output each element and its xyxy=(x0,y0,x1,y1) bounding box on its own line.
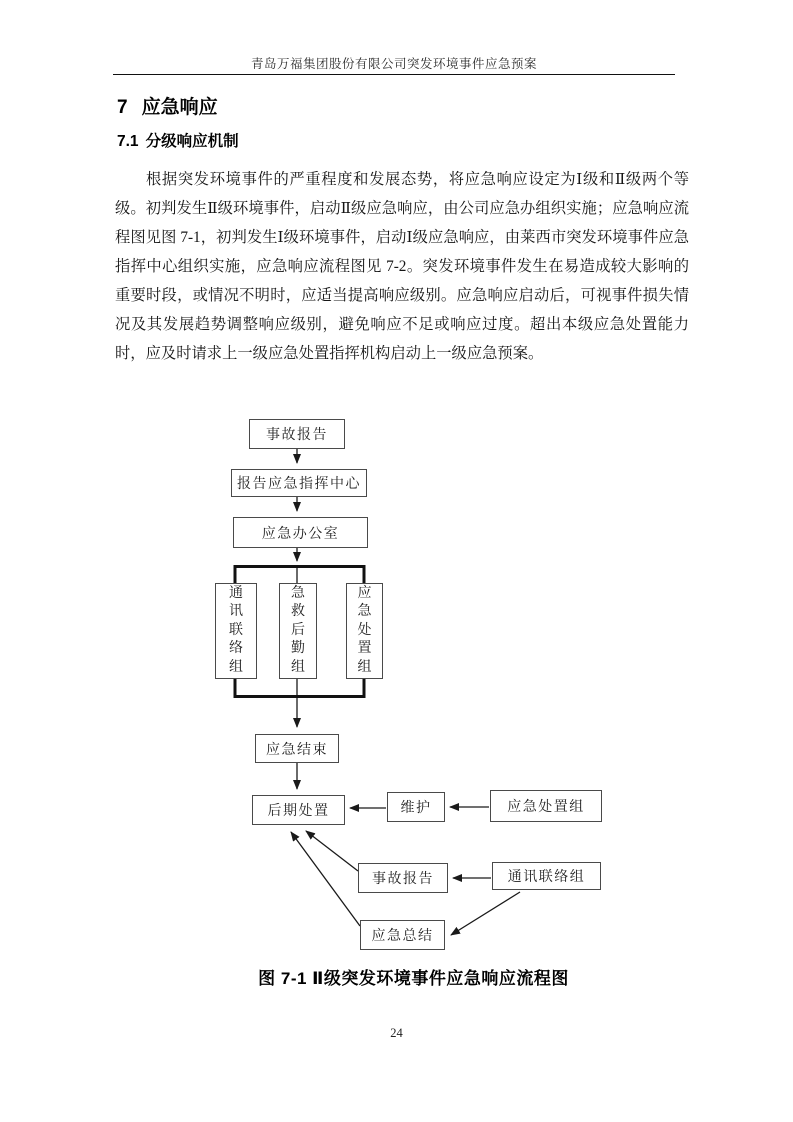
figure-caption: 图 7-1 Ⅱ级突发环境事件应急响应流程图 xyxy=(258,969,569,988)
arrow-report-to-post xyxy=(306,831,358,871)
body-paragraph: 根据突发环境事件的严重程度和发展态势，将应急响应设定为Ⅰ级和Ⅱ级两个等级。初判发生Ⅱ级环境事件，启动Ⅱ级应急响应，由公司应急办组织实施；应急响应流程图见图 7-1，初判发生Ⅰ级环境事件，启动Ⅰ级应急响应，由莱西市突发环境事件应急指挥中心组织实施，应急响应流程图见 7-2。突发环境事件发生在易造成较大影响的重要时段，或情况不明时，应适当提高响应级别。应急响应启动后，可视事件损失情况及其发展趋势调整响应级别，避免响应不足或响应过度。超出本级应急处置能力时，应及时请求上一级应急处置指挥机构启动上一级应急预案。 xyxy=(115,171,689,362)
flow-node-report-command-center: 报告应急指挥中心 xyxy=(231,469,367,497)
arrow-comm-to-summary xyxy=(451,892,520,935)
flow-node-rescue-logistics-group: 急救后勤组 xyxy=(279,583,317,679)
subsection-number: 7.1 xyxy=(117,133,139,150)
section-title: 应急响应 xyxy=(141,97,218,118)
flow-node-emergency-disposal-group-right: 应急处置组 xyxy=(490,790,602,822)
flow-node-emergency-summary: 应急总结 xyxy=(360,920,445,950)
flow-node-post-disposal: 后期处置 xyxy=(252,795,345,825)
flow-node-comm-liaison-group-right: 通讯联络组 xyxy=(492,862,601,890)
flow-node-maintenance: 维护 xyxy=(387,792,445,822)
flow-node-accident-report-top: 事故报告 xyxy=(249,419,345,449)
subsection-title: 分级响应机制 xyxy=(145,133,239,150)
section-number: 7 xyxy=(117,97,128,118)
flow-node-emergency-office: 应急办公室 xyxy=(233,517,368,548)
flow-node-accident-report-bottom: 事故报告 xyxy=(358,863,448,893)
page-number: 24 xyxy=(390,1026,403,1040)
flow-node-emergency-disposal-group: 应急处置组 xyxy=(346,583,383,679)
flow-node-comm-liaison-group: 通讯联络组 xyxy=(215,583,257,679)
flow-node-emergency-end: 应急结束 xyxy=(255,734,339,763)
page-header-title: 青岛万福集团股份有限公司突发环境事件应急预案 xyxy=(250,57,537,71)
